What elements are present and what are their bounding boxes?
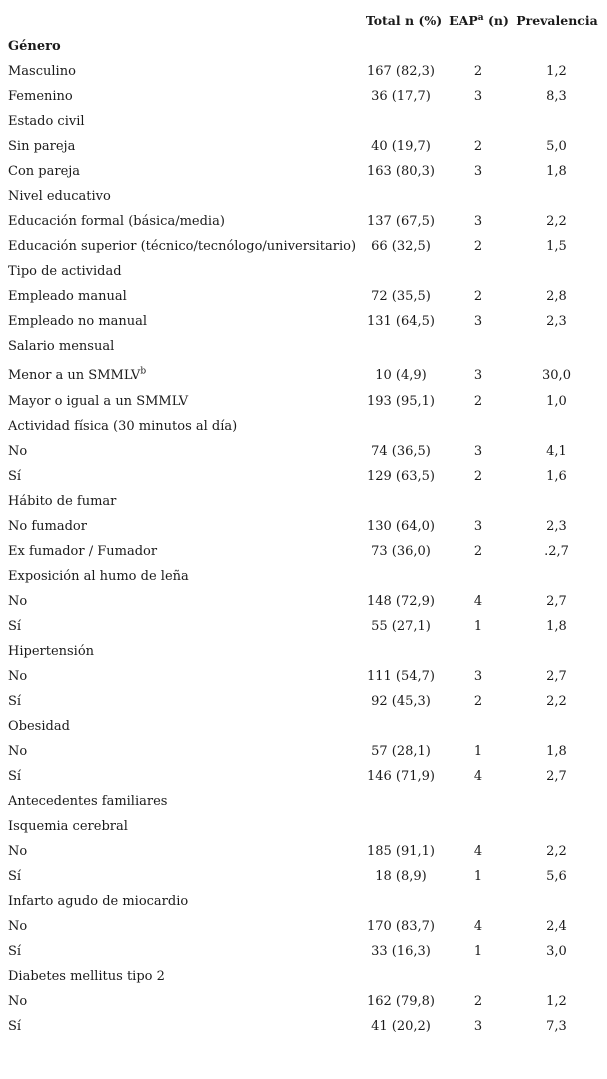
table-row xyxy=(8,489,600,514)
row-eap: 3 xyxy=(473,89,483,104)
row-eap: 3 xyxy=(473,314,483,329)
table-row xyxy=(8,284,600,309)
row-label-text: Diabetes mellitus tipo 2 xyxy=(8,969,165,984)
row-label-text: Tipo de actividad xyxy=(8,264,122,279)
table-row xyxy=(8,439,600,464)
row-label xyxy=(8,359,146,393)
table-row xyxy=(8,184,600,209)
row-label-text: No xyxy=(8,994,28,1009)
row-label-text: Masculino xyxy=(8,64,76,79)
row-label-text: Sí xyxy=(8,869,22,884)
row-label-text: No xyxy=(8,669,28,684)
row-label-text: Sí xyxy=(8,944,22,959)
table-row xyxy=(8,209,600,234)
row-total: 170 (83,7) xyxy=(366,919,436,934)
row-eap: 3 xyxy=(473,519,483,534)
row-total: 130 (64,0) xyxy=(366,519,436,534)
row-label-text: No xyxy=(8,844,28,859)
table-row xyxy=(8,839,600,864)
row-label-text: Sin pareja xyxy=(8,139,76,154)
row-total: 10 (4,9) xyxy=(375,368,427,383)
row-eap: 2 xyxy=(473,289,483,304)
row-label-text: Obesidad xyxy=(8,719,70,734)
row-label-text: Mayor o igual a un SMMLV xyxy=(8,394,189,409)
row-label xyxy=(8,764,21,789)
table-row xyxy=(8,714,600,739)
row-label-text: Educación formal (básica/media) xyxy=(8,214,225,229)
row-label-text: Nivel educativo xyxy=(8,189,111,204)
row-label-text: Menor a un SMMLV xyxy=(8,368,141,383)
row-prevalence: 1,0 xyxy=(546,394,567,409)
row-eap: 1 xyxy=(473,744,483,759)
row-label-text: Femenino xyxy=(8,89,73,104)
table-row xyxy=(8,664,600,689)
row-label-text: Estado civil xyxy=(8,114,85,129)
row-prevalence: 2,4 xyxy=(546,919,567,934)
row-total: 163 (80,3) xyxy=(366,164,436,179)
row-total: 74 (36,5) xyxy=(371,444,431,459)
row-label xyxy=(8,309,147,334)
row-label-text: Sí xyxy=(8,619,22,634)
row-label-text: Ex fumador / Fumador xyxy=(8,544,158,559)
row-label xyxy=(8,284,127,309)
table-row xyxy=(8,614,600,639)
row-eap: 3 xyxy=(473,669,483,684)
row-prevalence: 1,8 xyxy=(546,744,567,759)
row-total: 41 (20,2) xyxy=(371,1019,431,1034)
header-prevalence: Prevalencia xyxy=(516,13,598,28)
table-row xyxy=(8,864,600,889)
table-row xyxy=(8,309,600,334)
row-prevalence: 2,7 xyxy=(546,769,567,784)
row-total: 162 (79,8) xyxy=(366,994,436,1009)
row-label-text: No xyxy=(8,594,28,609)
row-eap: 2 xyxy=(473,694,483,709)
table-row xyxy=(8,259,600,284)
row-eap: 1 xyxy=(473,869,483,884)
row-label xyxy=(8,864,21,889)
header-eap-footnote: a xyxy=(477,12,484,23)
row-label xyxy=(8,84,73,109)
row-label-text: Género xyxy=(8,39,61,54)
row-total: 193 (95,1) xyxy=(366,394,436,409)
table-row xyxy=(8,134,600,159)
row-prevalence: 2,2 xyxy=(546,844,567,859)
row-prevalence: 1,8 xyxy=(546,619,567,634)
row-label-text: Actividad física (30 minutos al día) xyxy=(8,419,238,434)
row-label xyxy=(8,964,165,989)
row-label xyxy=(8,589,27,614)
row-label-text: Hipertensión xyxy=(8,644,95,659)
row-prevalence: 1,6 xyxy=(546,469,567,484)
row-label xyxy=(8,689,21,714)
row-prevalence: 2,2 xyxy=(546,694,567,709)
row-total: 129 (63,5) xyxy=(366,469,436,484)
table-body xyxy=(8,34,600,1039)
row-label xyxy=(8,184,111,209)
table-row xyxy=(8,814,600,839)
row-label-text: No xyxy=(8,919,28,934)
row-eap: 2 xyxy=(473,394,483,409)
table-row xyxy=(8,514,600,539)
row-prevalence: 1,2 xyxy=(546,64,567,79)
table-row xyxy=(8,939,600,964)
row-label-text: Isquemia cerebral xyxy=(8,819,128,834)
row-total: 92 (45,3) xyxy=(371,694,431,709)
row-eap: 2 xyxy=(473,544,483,559)
row-label-text: Con pareja xyxy=(8,164,81,179)
row-total: 18 (8,9) xyxy=(375,869,427,884)
table-row xyxy=(8,34,600,59)
row-prevalence: 2,3 xyxy=(546,314,567,329)
row-total: 73 (36,0) xyxy=(371,544,431,559)
row-eap: 2 xyxy=(473,469,483,484)
row-prevalence: 8,3 xyxy=(546,89,567,104)
row-label-text: No xyxy=(8,444,28,459)
row-eap: 2 xyxy=(473,139,483,154)
row-label-text: Sí xyxy=(8,1019,22,1034)
row-total: 148 (72,9) xyxy=(366,594,436,609)
row-label xyxy=(8,564,189,589)
row-label xyxy=(8,134,75,159)
row-label xyxy=(8,839,27,864)
row-prevalence: 2,7 xyxy=(546,669,567,684)
row-label-text: Exposición al humo de leña xyxy=(8,569,189,584)
row-eap: 4 xyxy=(473,844,483,859)
row-label xyxy=(8,59,76,84)
row-label-text: Sí xyxy=(8,769,22,784)
row-label xyxy=(8,414,237,439)
row-label xyxy=(8,614,21,639)
row-total: 131 (64,5) xyxy=(366,314,436,329)
row-label xyxy=(8,334,114,359)
row-prevalence: 1,8 xyxy=(546,164,567,179)
row-eap: 4 xyxy=(473,594,483,609)
table-row xyxy=(8,914,600,939)
row-label xyxy=(8,209,225,234)
row-prevalence: 5,6 xyxy=(546,869,567,884)
row-label-text: Sí xyxy=(8,469,22,484)
row-eap: 3 xyxy=(473,444,483,459)
row-label xyxy=(8,109,85,134)
row-eap: 2 xyxy=(473,239,483,254)
row-label-text: Empleado manual xyxy=(8,289,127,304)
row-total: 185 (91,1) xyxy=(366,844,436,859)
row-prevalence: 3,0 xyxy=(546,944,567,959)
row-prevalence: 1,2 xyxy=(546,994,567,1009)
table-row xyxy=(8,739,600,764)
row-total: 72 (35,5) xyxy=(371,289,431,304)
row-prevalence: 30,0 xyxy=(542,368,571,383)
row-prevalence: 7,3 xyxy=(546,1019,567,1034)
table-row xyxy=(8,59,600,84)
row-label xyxy=(8,939,21,964)
table-row xyxy=(8,389,600,414)
row-label-text: Educación superior (técnico/tecnólogo/universitario) xyxy=(8,239,357,254)
header-eap xyxy=(448,8,510,34)
row-label xyxy=(8,639,94,664)
row-label xyxy=(8,489,116,514)
row-label xyxy=(8,814,128,839)
table-row xyxy=(8,889,600,914)
header-eap-tail: (n) xyxy=(483,13,509,28)
row-label-text: Antecedentes familiares xyxy=(8,794,168,809)
row-label-text: No xyxy=(8,744,28,759)
row-label xyxy=(8,664,27,689)
row-total: 57 (28,1) xyxy=(371,744,431,759)
row-label xyxy=(8,914,27,939)
row-total: 55 (27,1) xyxy=(371,619,431,634)
row-label-text: Salario mensual xyxy=(8,339,115,354)
header-eap-main: EAP xyxy=(449,13,478,28)
table-row xyxy=(8,689,600,714)
row-eap: 2 xyxy=(473,64,483,79)
row-label xyxy=(8,739,27,764)
row-total: 66 (32,5) xyxy=(371,239,431,254)
row-label xyxy=(8,389,188,414)
row-label xyxy=(8,539,157,564)
row-label xyxy=(8,234,356,259)
table-row xyxy=(8,589,600,614)
table-row xyxy=(8,464,600,489)
row-prevalence: 2,8 xyxy=(546,289,567,304)
row-label xyxy=(8,1014,21,1039)
row-label xyxy=(8,159,80,184)
table-row xyxy=(8,234,600,259)
row-total: 40 (19,7) xyxy=(371,139,431,154)
row-label xyxy=(8,34,61,59)
header-total: Total n (%) xyxy=(365,13,443,28)
row-label xyxy=(8,464,21,489)
row-prevalence: 2,7 xyxy=(546,594,567,609)
table-row xyxy=(8,789,600,814)
row-label xyxy=(8,889,188,914)
table-row xyxy=(8,359,600,389)
row-label-text: Hábito de fumar xyxy=(8,494,117,509)
row-prevalence: 2,3 xyxy=(546,519,567,534)
data-table xyxy=(8,8,600,1039)
row-prevalence: 1,5 xyxy=(546,239,567,254)
row-eap: 3 xyxy=(473,1019,483,1034)
row-prevalence: 4,1 xyxy=(546,444,567,459)
row-total: 137 (67,5) xyxy=(366,214,436,229)
row-eap: 3 xyxy=(473,164,483,179)
row-total: 33 (16,3) xyxy=(371,944,431,959)
row-eap: 2 xyxy=(473,994,483,1009)
row-label-footnote: b xyxy=(140,366,147,377)
row-label xyxy=(8,259,122,284)
row-label-text: Infarto agudo de miocardio xyxy=(8,894,189,909)
row-label xyxy=(8,789,167,814)
row-label-text: Empleado no manual xyxy=(8,314,148,329)
table-row xyxy=(8,159,600,184)
row-label-text: Sí xyxy=(8,694,22,709)
row-label-text: No fumador xyxy=(8,519,87,534)
row-prevalence: 2,2 xyxy=(546,214,567,229)
row-eap: 1 xyxy=(473,619,483,634)
row-total: 167 (82,3) xyxy=(366,64,436,79)
table-row xyxy=(8,539,600,564)
table-row xyxy=(8,564,600,589)
table-header xyxy=(8,8,600,34)
row-total: 111 (54,7) xyxy=(366,669,436,684)
row-total: 36 (17,7) xyxy=(371,89,431,104)
table-row xyxy=(8,414,600,439)
row-prevalence: 5,0 xyxy=(546,139,567,154)
row-prevalence: .2,7 xyxy=(544,544,569,559)
row-total: 146 (71,9) xyxy=(366,769,436,784)
row-eap: 1 xyxy=(473,944,483,959)
table-row xyxy=(8,109,600,134)
row-eap: 3 xyxy=(473,368,483,383)
row-label xyxy=(8,439,27,464)
table-row xyxy=(8,989,600,1014)
row-label xyxy=(8,514,87,539)
table-row xyxy=(8,964,600,989)
table-row xyxy=(8,1014,600,1039)
row-label xyxy=(8,714,70,739)
table-row xyxy=(8,764,600,789)
table-row xyxy=(8,334,600,359)
row-eap: 3 xyxy=(473,214,483,229)
row-label xyxy=(8,989,27,1014)
row-eap: 4 xyxy=(473,769,483,784)
table-row xyxy=(8,84,600,109)
row-eap: 4 xyxy=(473,919,483,934)
table-row xyxy=(8,639,600,664)
